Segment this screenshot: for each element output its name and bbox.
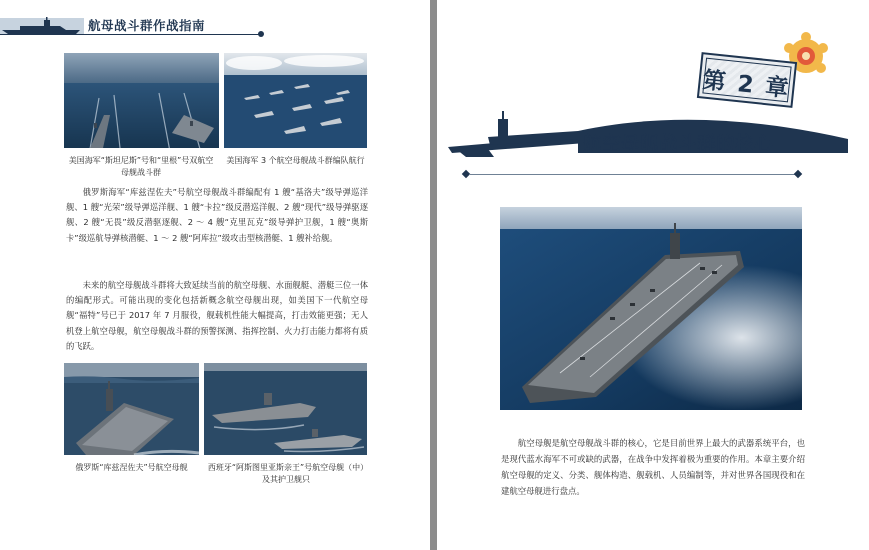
- photo-caption: 西班牙“阿斯图里亚斯亲王”号航空母舰（中）及其护卫舰只: [207, 463, 365, 484]
- photo-three-carrier-groups: [224, 53, 367, 148]
- photo-stennis-reagan: [64, 53, 219, 148]
- photo-aircraft-carrier: [500, 207, 802, 410]
- photo-caption: 俄罗斯“库兹涅佐夫”号航空母舰: [75, 463, 188, 472]
- photo-kuznetsov: [64, 363, 199, 455]
- photo-caption: 美国海军 3 个航空母舰战斗群编队航行: [226, 156, 365, 165]
- left-page: [0, 0, 430, 550]
- header-rule-dot: [258, 31, 264, 37]
- body-paragraph: 未来的航空母舰战斗群将大致延续当前的航空母舰、水面舰艇、潜艇三位一体的编配形式。可能出现的变化包括新概念航空母舰出现，如美国下一代航空母舰“福特”号已于 2017 年 7 月服役，舰载机性能大幅提高，打击效能更强；无人机登上航空母舰，航空母舰战斗群的预警探测、指挥控制、火力打击能力都将有质的飞跃。: [66, 280, 368, 351]
- chapter-intro-paragraph: 航空母舰是航空母舰战斗群的核心，它是目前世界上最大的武器系统平台，也是现代蓝水海军不可或缺的武器，在战争中发挥着极为重要的作用。本章主要介绍航空母舰的定义、分类、舰体构造、舰载机、人员编制等，并对世界各国现役和在建航空母舰进行盘点。: [501, 438, 805, 496]
- body-paragraph: 俄罗斯海军“库兹涅佐夫”号航空母舰战斗群编配有 1 艘“基洛夫”级导弹巡洋舰、1 艘“光荣”级导弹巡洋舰、1 艘“卡拉”级反潜巡洋舰、2 艘“现代”级导弹驱逐舰、2 艘“无畏”级反潜驱逐舰、2 ～ 4 艘“克里瓦克”级导弹护卫舰，1 艘“奥斯卡”级巡航导弹核潜艇、1 ～ 2 艘“阿库拉”级攻击型核潜艇、1 艘补给舰。: [66, 187, 368, 243]
- photo-principe-de-asturias: [204, 363, 367, 455]
- divider-rule: [469, 174, 795, 175]
- header-rule: [0, 34, 262, 35]
- chapter-badge: [697, 52, 797, 108]
- right-page: [437, 0, 869, 550]
- divider-diamond: [794, 170, 802, 178]
- running-header-title: 航母战斗群作战指南: [88, 18, 206, 33]
- photo-caption: 美国海军“斯坦尼斯”号和“里根”号双航空母舰战斗群: [68, 156, 214, 177]
- chapter-label: 第 2 章: [701, 67, 792, 103]
- chapter-title: 航空母舰战斗群的核心: [583, 134, 774, 155]
- carrier-silhouette-icon: [0, 14, 84, 36]
